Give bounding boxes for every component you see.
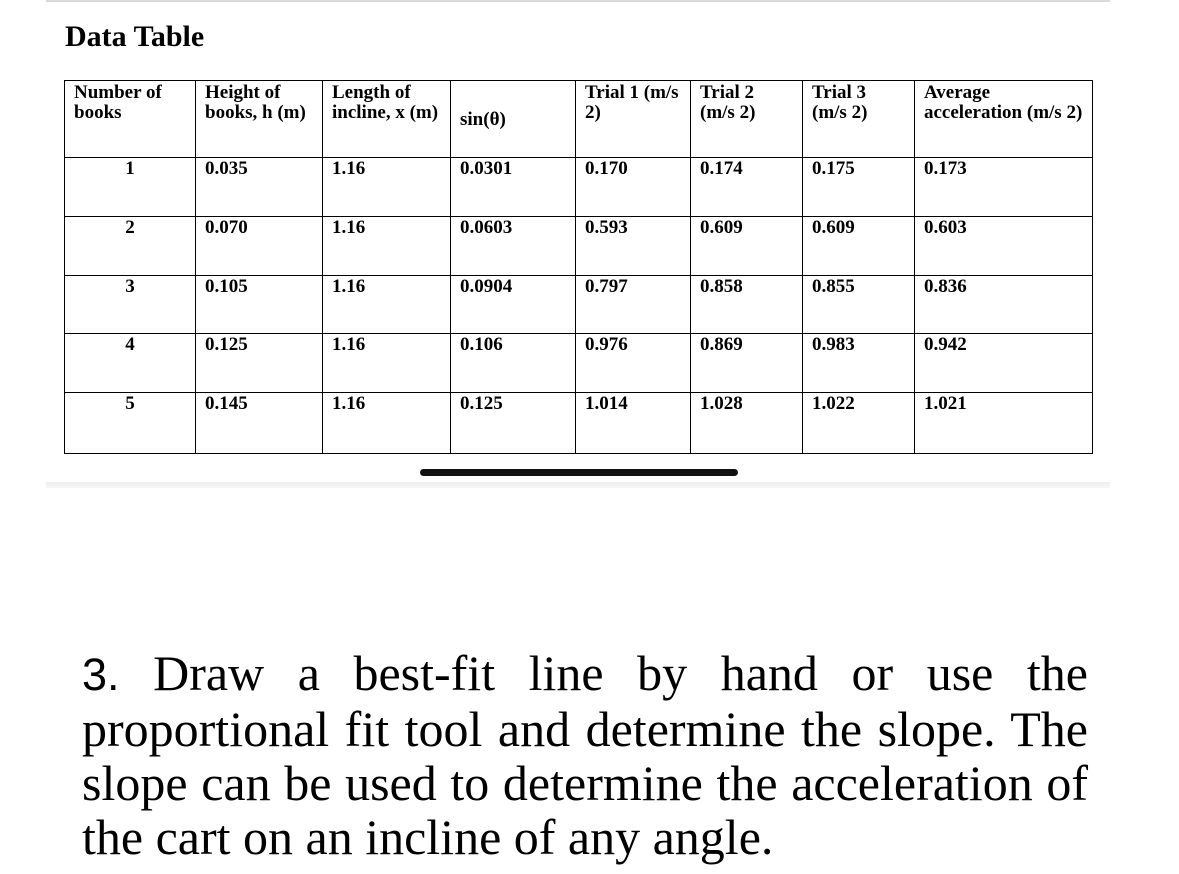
table-row [65, 334, 1093, 393]
cell-sin: 0.106 [451, 334, 576, 393]
cell-books: 3 [65, 275, 196, 334]
table-row [65, 158, 1093, 217]
question-text: Draw a best-fit line by hand or use the proportional fit tool and determine the slope. The slope can be used to determine the acceleration of the cart on an incline of any angle. [82, 645, 1088, 865]
cell-average: 0.173 [915, 158, 1093, 217]
header-trial-1: Trial 1 (m/s 2) [576, 81, 691, 158]
cell-trial-2: 0.609 [691, 216, 803, 275]
cell-trial-3: 0.983 [803, 334, 915, 393]
cell-trial-2: 0.869 [691, 334, 803, 393]
page-title: Data Table [65, 20, 205, 53]
cell-height: 0.105 [196, 275, 323, 334]
cell-trial-1: 0.797 [576, 275, 691, 334]
cell-height: 0.070 [196, 216, 323, 275]
header-number-of-books: Number of books [65, 81, 196, 158]
cell-trial-2: 0.174 [691, 158, 803, 217]
drag-handle[interactable] [420, 469, 738, 476]
table-row [65, 275, 1093, 334]
header-trial-2: Trial 2 (m/s 2) [691, 81, 803, 158]
cell-trial-3: 1.022 [803, 393, 915, 454]
cell-average: 0.942 [915, 334, 1093, 393]
cell-trial-1: 0.593 [576, 216, 691, 275]
header-average-acceleration: Average acceleration (m/s 2) [915, 81, 1093, 158]
cell-length: 1.16 [323, 275, 451, 334]
cell-sin: 0.125 [451, 393, 576, 454]
cell-books: 5 [65, 393, 196, 454]
cell-trial-1: 1.014 [576, 393, 691, 454]
cell-sin: 0.0301 [451, 158, 576, 217]
data-table [64, 80, 1093, 454]
cell-trial-3: 0.609 [803, 216, 915, 275]
cell-height: 0.035 [196, 158, 323, 217]
cell-trial-2: 1.028 [691, 393, 803, 454]
cell-books: 4 [65, 334, 196, 393]
cell-books: 2 [65, 216, 196, 275]
cell-trial-1: 0.170 [576, 158, 691, 217]
header-trial-3: Trial 3 (m/s 2) [803, 81, 915, 158]
cell-length: 1.16 [323, 393, 451, 454]
cell-length: 1.16 [323, 216, 451, 275]
table-header-row [65, 81, 1093, 158]
question-3 [82, 646, 1088, 864]
header-height-of-books: Height of books, h (m) [196, 81, 323, 158]
cell-length: 1.16 [323, 334, 451, 393]
table-row [65, 393, 1093, 454]
cell-length: 1.16 [323, 158, 451, 217]
question-number: 3. [82, 649, 120, 700]
cell-trial-3: 0.175 [803, 158, 915, 217]
top-divider [46, 0, 1110, 2]
cell-trial-3: 0.855 [803, 275, 915, 334]
cell-trial-2: 0.858 [691, 275, 803, 334]
header-length-of-incline: Length of incline, x (m) [323, 81, 451, 158]
cell-trial-1: 0.976 [576, 334, 691, 393]
section-divider [46, 482, 1110, 488]
cell-height: 0.145 [196, 393, 323, 454]
header-sin-theta: sin(θ) [451, 81, 576, 158]
cell-average: 0.603 [915, 216, 1093, 275]
cell-average: 1.021 [915, 393, 1093, 454]
cell-height: 0.125 [196, 334, 323, 393]
cell-sin: 0.0603 [451, 216, 576, 275]
cell-average: 0.836 [915, 275, 1093, 334]
cell-sin: 0.0904 [451, 275, 576, 334]
cell-books: 1 [65, 158, 196, 217]
table-row [65, 216, 1093, 275]
